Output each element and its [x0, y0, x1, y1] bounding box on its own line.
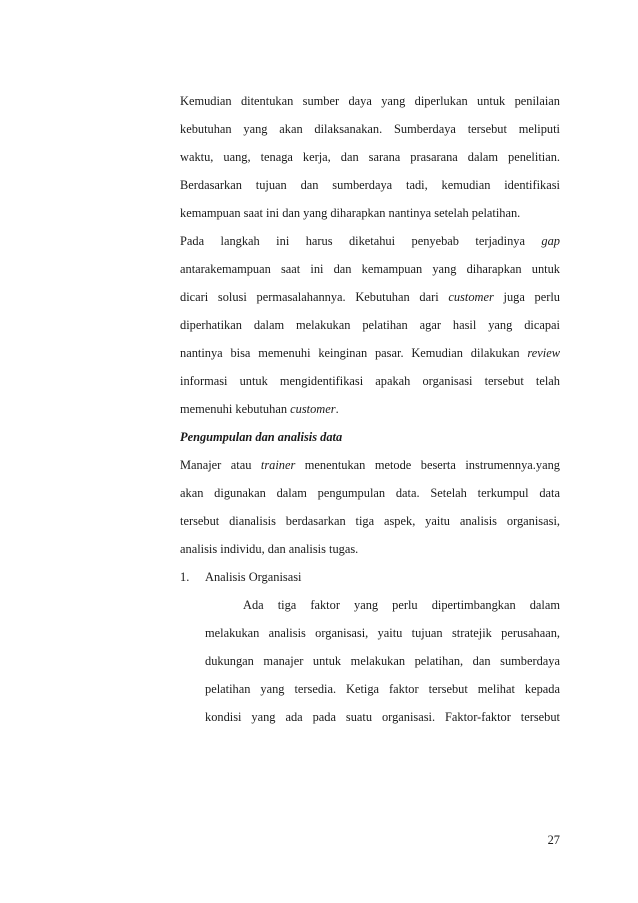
text-span: Pada langkah ini harus diketahui penyebab terjadinya [180, 234, 542, 248]
text-line: kebutuhan yang akan dilaksanakan. Sumberdaya tersebut meliputi [180, 122, 560, 136]
text-line: analisis individu, dan analisis tugas. [180, 542, 359, 556]
section-heading: Pengumpulan dan analisis data [180, 430, 343, 444]
list-title: Analisis Organisasi [205, 570, 302, 584]
text-line: pelatihan yang tersedia. Ketiga faktor tersebut melihat kepada [205, 682, 560, 696]
list-item [180, 569, 560, 585]
text-line: dukungan manajer untuk melakukan pelatihan, dan sumberdaya [205, 654, 560, 668]
text-span: menentukan metode beserta instrumennya.yang [295, 458, 560, 472]
text-span: juga perlu [493, 290, 560, 304]
italic-term: gap [541, 234, 560, 248]
text-line: Ada tiga faktor yang perlu dipertimbangkan dalam [243, 598, 560, 612]
text-line: antarakemampuan saat ini dan kemampuan yang diharapkan untuk [180, 262, 560, 276]
text-line: tersebut dianalisis berdasarkan tiga aspek, yaitu analisis organisasi, [180, 514, 560, 528]
text-line: kemampuan saat ini dan yang diharapkan nantinya setelah pelatihan. [180, 206, 521, 220]
text-line: diperhatikan dalam melakukan pelatihan agar hasil yang dicapai [180, 318, 560, 332]
list-number: 1. [180, 570, 190, 584]
italic-term: customer [448, 290, 494, 304]
text-span: dicari solusi permasalahannya. Kebutuhan dari [180, 290, 449, 304]
text-line: akan digunakan dalam pengumpulan data. Setelah terkumpul data [180, 486, 560, 500]
text-line [180, 345, 560, 361]
text-span: memenuhi kebutuhan [180, 402, 291, 416]
text-line: Kemudian ditentukan sumber daya yang diperlukan untuk penilaian [180, 94, 560, 108]
text-line: kondisi yang ada pada suatu organisasi. Faktor-faktor tersebut [205, 710, 560, 724]
text-span: . [335, 402, 339, 416]
text-line [180, 233, 560, 249]
text-line: melakukan analisis organisasi, yaitu tujuan stratejik perusahaan, [205, 626, 560, 640]
text-line [180, 401, 560, 417]
text-line: waktu, uang, tenaga kerja, dan sarana prasarana dalam penelitian. [180, 150, 560, 164]
text-line: informasi untuk mengidentifikasi apakah organisasi tersebut telah [180, 374, 560, 388]
text-line: Berdasarkan tujuan dan sumberdaya tadi, kemudian identifikasi [180, 178, 560, 192]
text-line [180, 457, 560, 473]
text-span: Manajer atau [180, 458, 261, 472]
italic-term: review [527, 346, 560, 360]
text-span: nantinya bisa memenuhi keinginan pasar. Kemudian dilakukan [180, 346, 528, 360]
text-line [180, 289, 560, 305]
italic-term: trainer [260, 458, 296, 472]
italic-term: customer [290, 402, 336, 416]
page-number: 27 [547, 833, 560, 847]
